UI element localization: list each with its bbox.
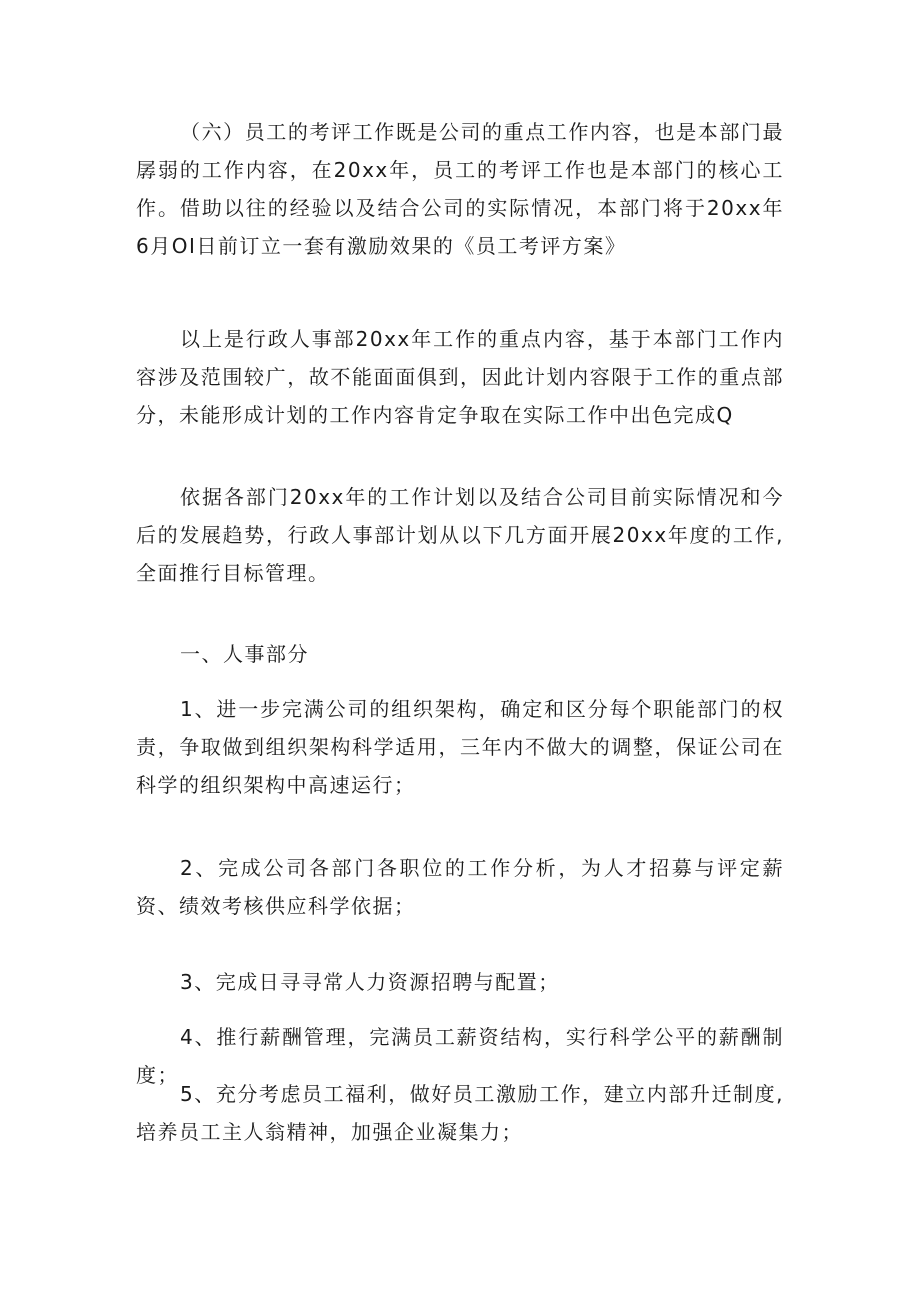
list-item-employee-welfare: 5、充分考虑员工福利，做好员工激励工作，建立内部升迁制度,培养员工主人翁精神，加强企业凝集力； — [136, 1082, 784, 1144]
list-item-compensation: 4、推行薪酬管理，完满员工薪资结构，实行科学公平的薪酬制度； — [136, 1025, 784, 1087]
paragraph-annual-plan-intro: 依据各部门20xx年的工作计划以及结合公司目前实际情况和今后的发展趋势，行政人事部计划从以下几方面开展20xx年度的工作,全面推行目标管理。 — [136, 485, 784, 585]
paragraph-employee-evaluation: （六）员工的考评工作既是公司的重点工作内容，也是本部门最孱弱的工作内容，在20xx年，员工的考评工作也是本部门的核心工作。借助以往的经验以及结合公司的实际情况，本部门将于20xx年6月OI日前订立一套有激励效果的《员工考评方案》 — [136, 120, 784, 258]
section-heading-personnel: 一、人事部分 — [180, 642, 309, 666]
paragraph-key-content-summary: 以上是行政人事部20xx年工作的重点内容，基于本部门工作内容涉及范围较广，故不能面面俱到，因此计划内容限于工作的重点部分，未能形成计划的工作内容肯定争取在实际工作中出色完成Q — [136, 327, 784, 427]
list-item-job-analysis: 2、完成公司各部门各职位的工作分析，为人才招募与评定薪资、绩效考核供应科学依据； — [136, 856, 784, 918]
list-item-recruitment: 3、完成日寻寻常人力资源招聘与配置； — [180, 970, 560, 994]
list-item-org-structure: 1、进一步完满公司的组织架构，确定和区分每个职能部门的权责，争取做到组织架构科学适用，三年内不做大的调整，保证公司在科学的组织架构中高速运行； — [136, 697, 784, 797]
